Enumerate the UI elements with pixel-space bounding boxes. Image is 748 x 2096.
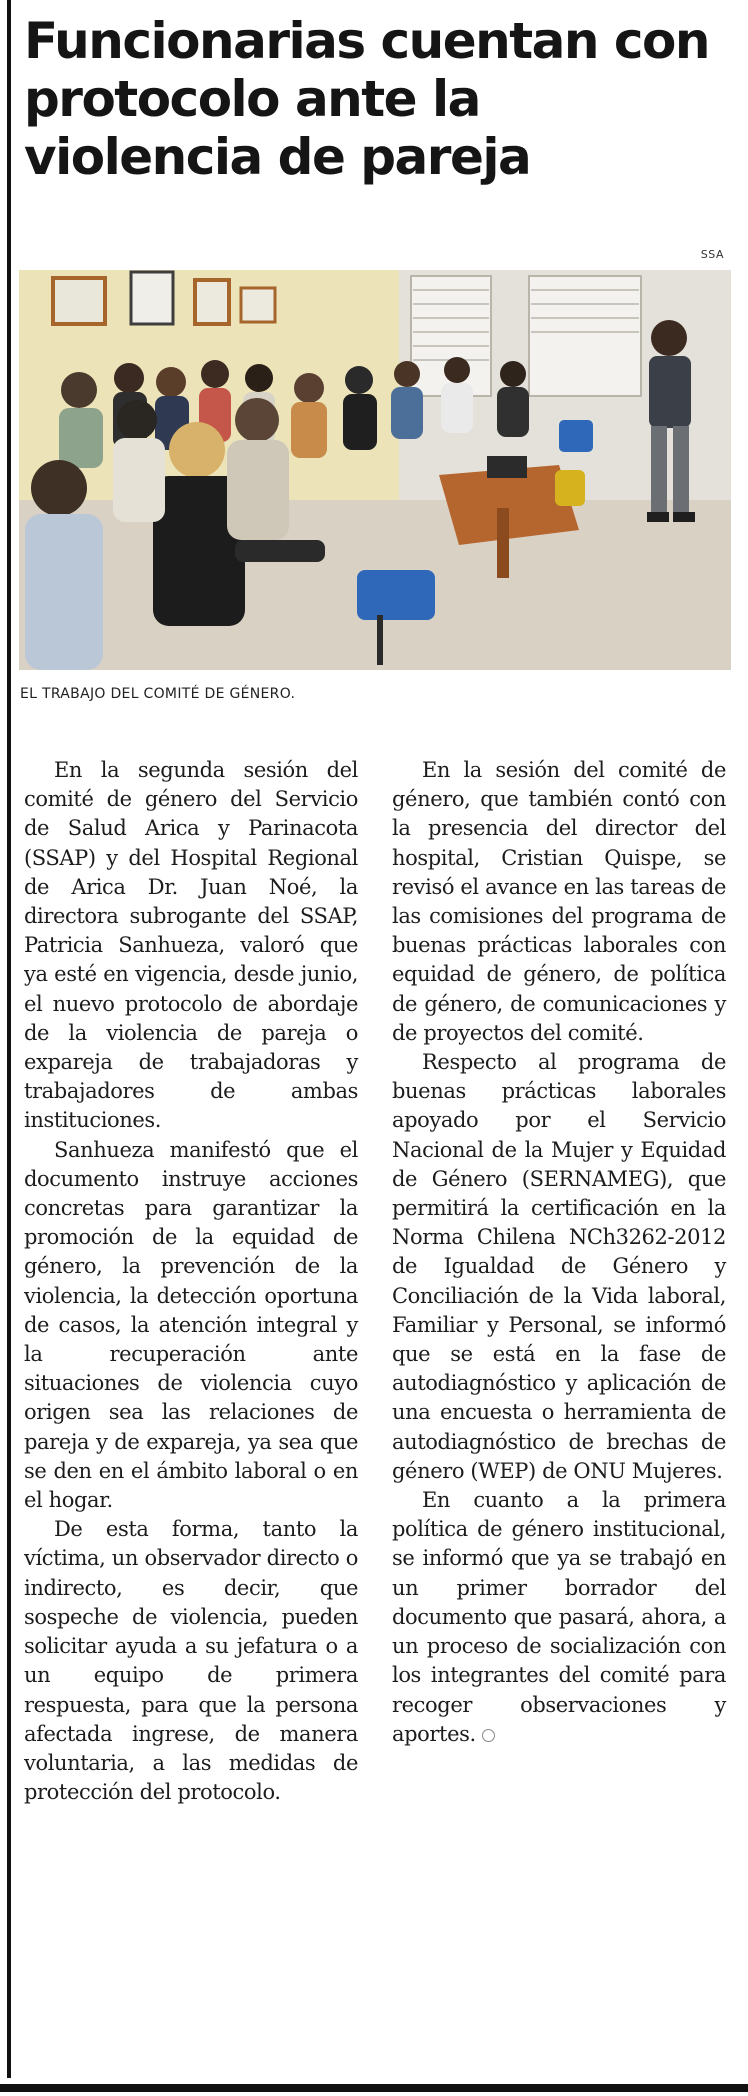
paragraph: Sanhueza manifestó que el documento instruye acciones concretas para garantizar la promoción de la equidad de género, la prevención de la violencia, la detección oportuna de casos, la atención integral y la recuperación ante situaciones de violencia cuyo origen sea las relaciones de pareja y de expareja, ya sea que se den en el ámbito laboral o en el hogar. [24, 1137, 358, 1513]
article-photo [19, 270, 731, 670]
paragraph-final-text: En cuanto a la primera política de género institucional, se informó que ya se trabajó en un primer borrador del documento que pasará, ahora, a un proceso de socialización con los integrantes del comité para recoger observaciones y aportes. [392, 1488, 726, 1746]
paragraph: En la segunda sesión del comité de género del Servicio de Salud Arica y Parinacota (SSAP) y del Hospital Regional de Arica Dr. Juan Noé, la directora subrogante del SSAP, Patricia Sanhueza, valoró que ya esté en vigencia, desde junio, el nuevo protocolo de abordaje de la violencia de pareja o expareja de trabajadoras y trabajadores de ambas instituciones. [24, 758, 358, 1133]
bottom-rule [0, 2084, 748, 2092]
paragraph: De esta forma, tanto la víctima, un observador directo o indirecto, es decir, que sospeche de violencia, pueden solicitar ayuda a su jefatura o a un equipo de primera respuesta, para que la persona afectada ingrese, de manera voluntaria, a las medidas de protección del protocolo. [24, 1517, 358, 1805]
photo-credit: SSA [700, 248, 724, 261]
headline: Funcionarias cuentan con protocolo ante la violencia de pareja [24, 12, 709, 186]
left-rule [7, 0, 11, 2078]
end-of-article-icon [482, 1729, 495, 1742]
paragraph-final [392, 1486, 726, 1749]
article-column-left [24, 756, 358, 1807]
article-column-right [392, 756, 726, 1749]
paragraph: Respecto al programa de buenas prácticas laborales apoyado por el Servicio Nacional de la Mujer y Equidad de Género (SERNAMEG), que permitirá la certificación en la Norma Chilena NCh3262-2012 de Igualdad de Género y Conciliación de la Vida laboral, Familiar y Personal, se informó que se está en la fase de autodiagnóstico y aplicación de una encuesta o herramienta de autodiagnóstico de brechas de género (WEP) de ONU Mujeres. [392, 1050, 726, 1483]
paragraph: En la sesión del comité de género, que también contó con la presencia del director del hospital, Cristian Quispe, se revisó el avance en las tareas de las comisiones del programa de buenas prácticas laborales con equidad de género, de política de género, de comunicaciones y de proyectos del comité. [392, 758, 726, 1045]
photo-caption: EL TRABAJO DEL COMITÉ DE GÉNERO. [20, 686, 296, 702]
meeting-photo-illustration [19, 270, 731, 670]
